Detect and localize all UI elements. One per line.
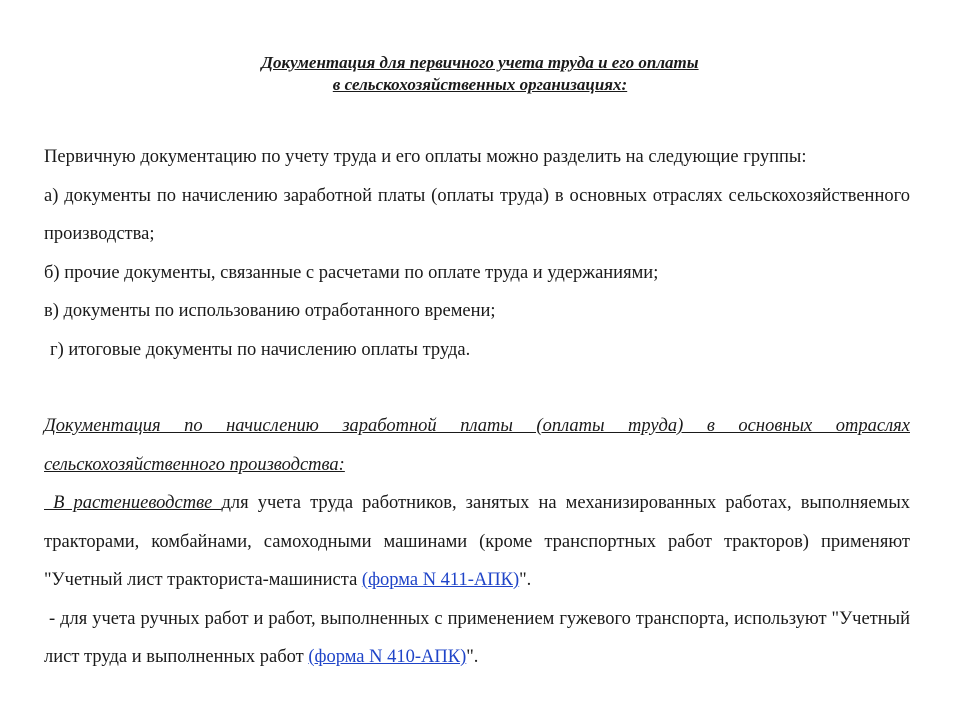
crop-paragraph (44, 484, 910, 600)
manual-work-paragraph (44, 600, 915, 677)
manual-text: - для учета ручных работ и работ, выполненных с применением гужевого транспорта, используют "Учетный лист труда и выполненных работ (44, 608, 915, 667)
spacer (44, 369, 910, 407)
document-body (44, 138, 915, 677)
crop-lead: В растениеводстве (44, 493, 222, 513)
list-item-b: б) прочие документы, связанные с расчетами по оплате труда и удержаниями; (44, 262, 659, 283)
crop-text: для учета труда работников, занятых на механизированных работах, выполняемых тракторами, комбайнами, самоходными машинами (кроме транспортных работ тракторов) применяют "Учетный лист тракториста-машиниста (44, 493, 911, 590)
list-item-d: г) итоговые документы по начислению оплаты труда. (50, 339, 471, 360)
section-heading: Документация по начислению заработной платы (оплаты труда) в основных отраслях сельскохозяйственного производства: (44, 416, 910, 475)
intro-paragraph: Первичную документацию по учету труда и его оплаты можно разделить на следующие группы: (44, 147, 807, 167)
list-item-c: в) документы по использованию отработанного времени; (44, 301, 496, 321)
form-411-link[interactable]: (форма N 411-АПК) (361, 570, 520, 590)
crop-tail: ". (519, 570, 532, 590)
title-line-1: Документация для первичного учета труда и его оплаты (261, 53, 699, 72)
document-title (0, 52, 960, 96)
list-item-a: а) документы по начислению заработной платы (оплаты труда) в основных отраслях сельскохозяйственного производства; (44, 185, 910, 244)
manual-tail: ". (466, 647, 479, 667)
title-line-2: в сельскохозяйственных организациях: (332, 75, 628, 94)
form-410-link[interactable]: (форма N 410-АПК) (308, 647, 467, 667)
